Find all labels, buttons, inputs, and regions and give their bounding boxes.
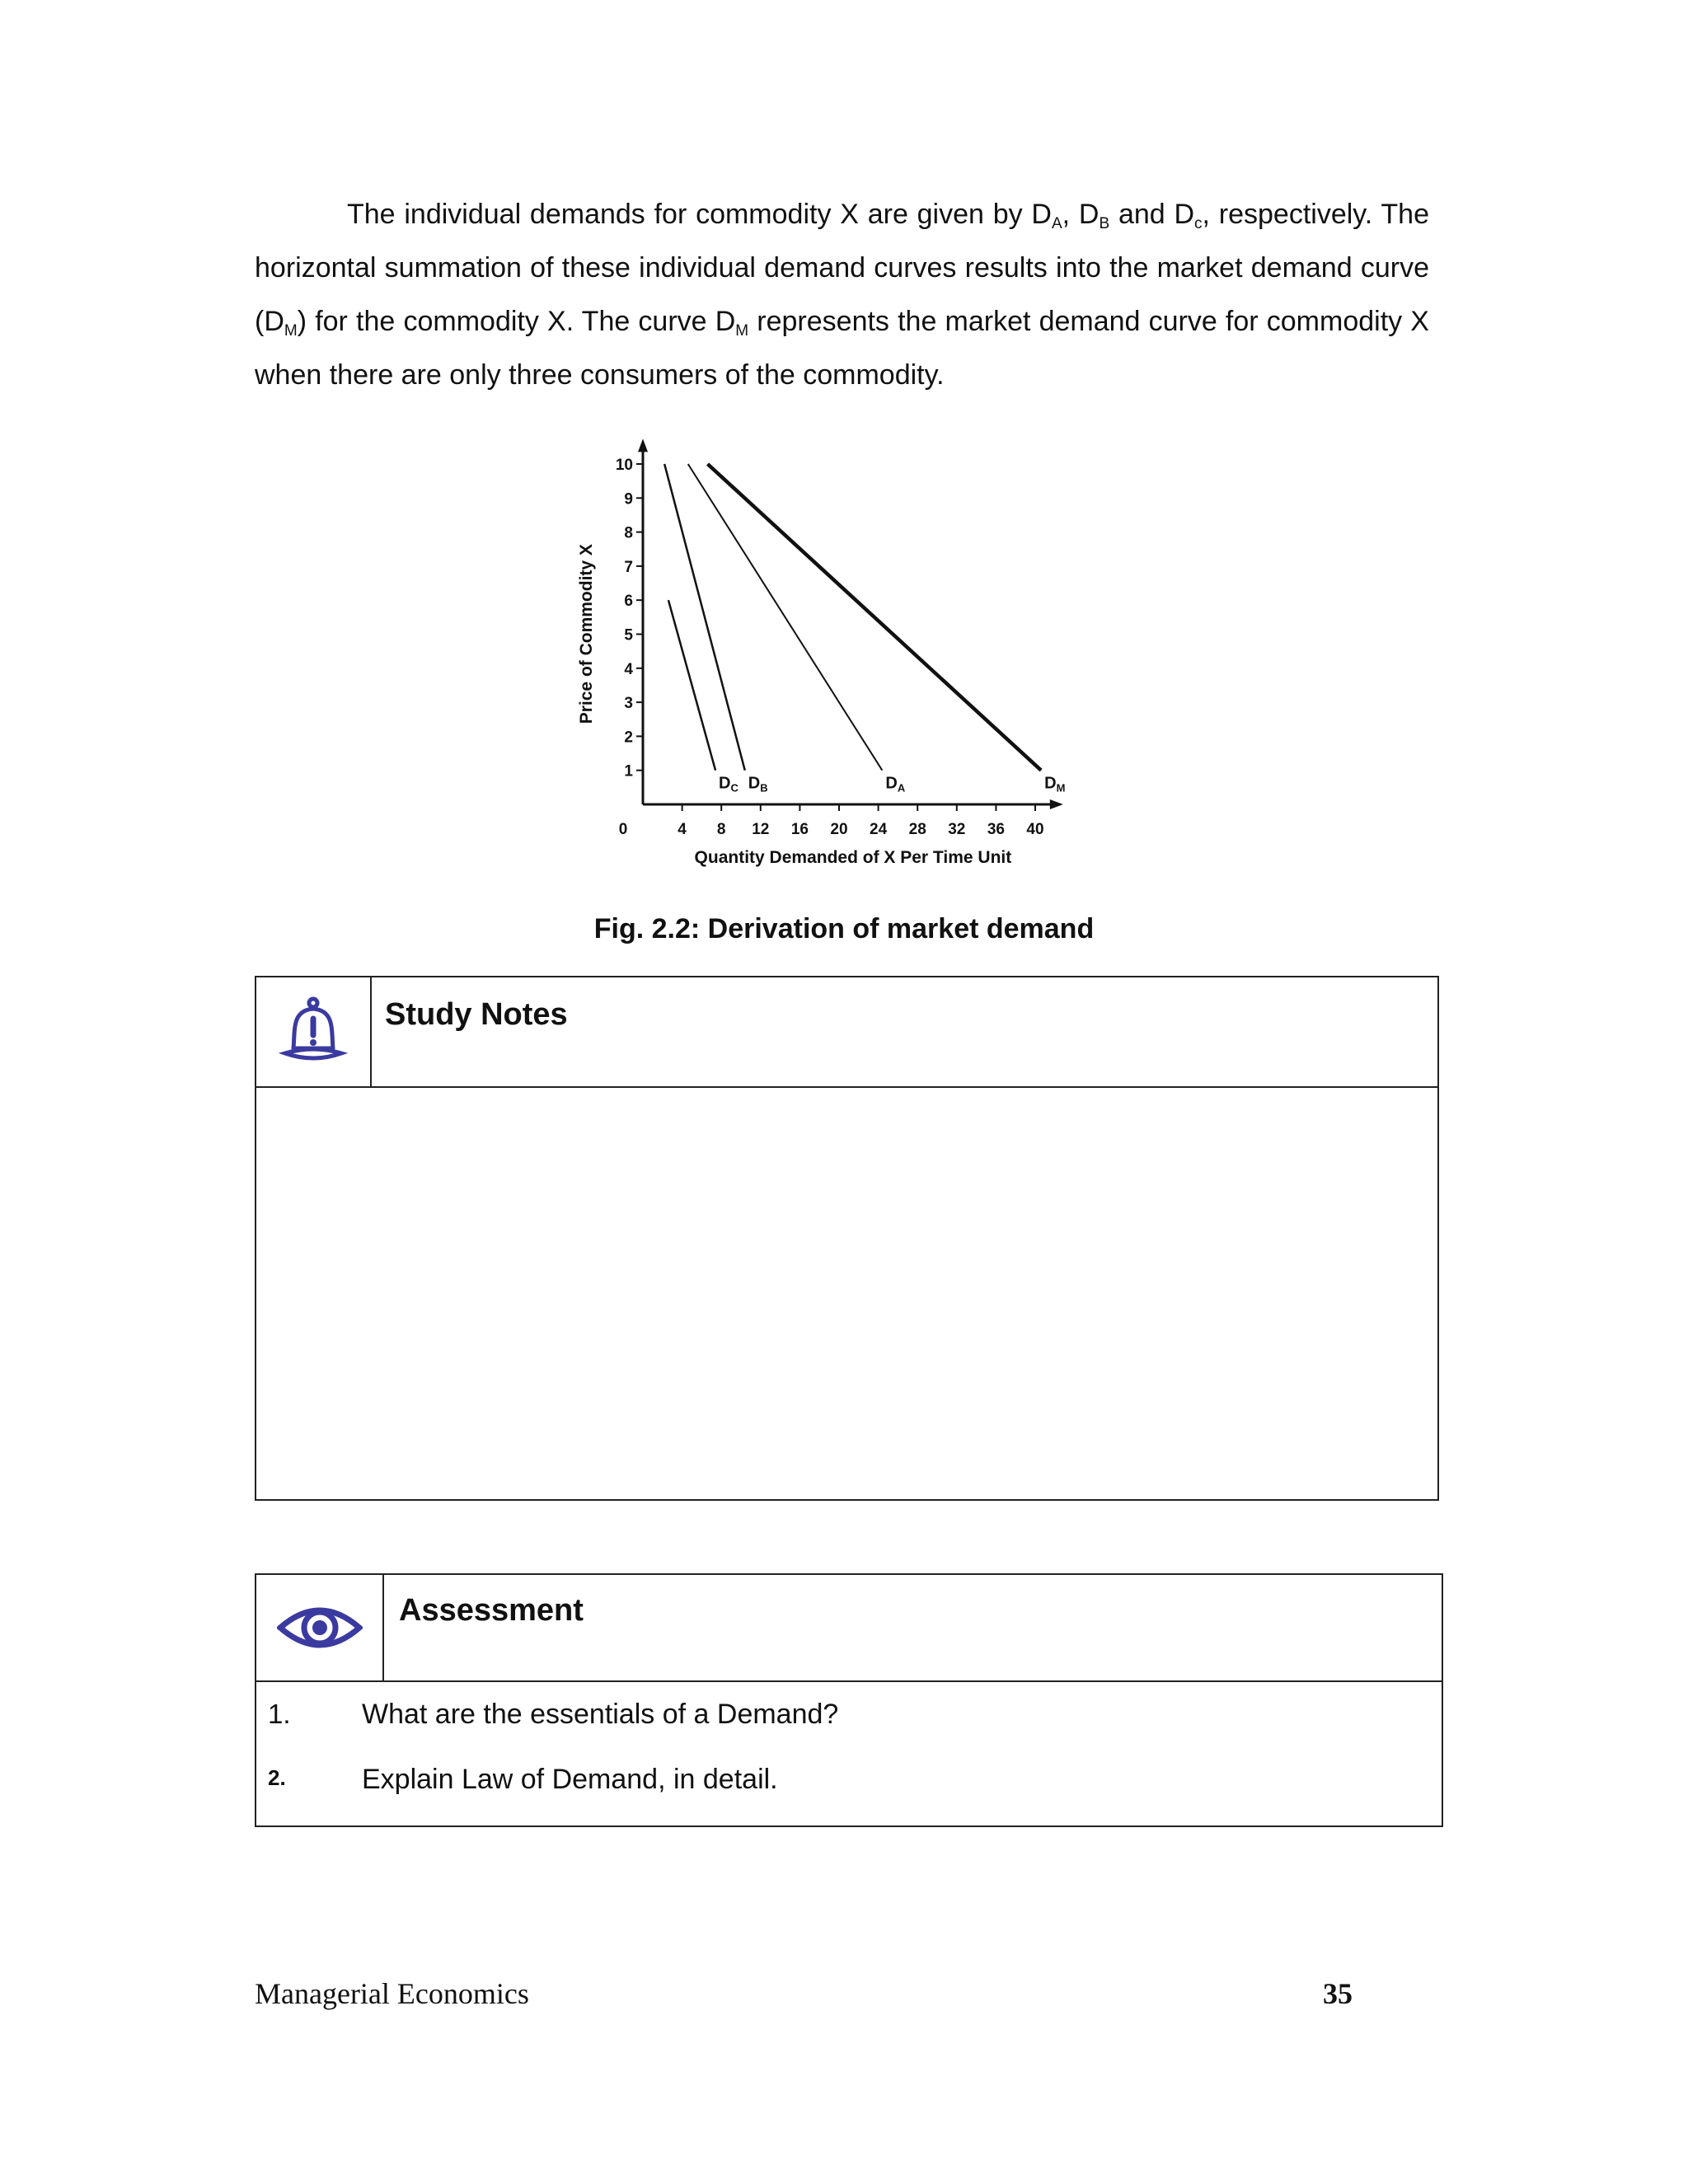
x-tick-label: 28 [908, 821, 926, 838]
x-tick-label: 24 [870, 821, 888, 838]
demand-curve-da [688, 464, 883, 771]
y-tick-label: 3 [624, 695, 633, 713]
y-tick-label: 4 [624, 660, 633, 678]
demand-curve-dc [668, 600, 715, 771]
question-number: 2. [268, 1765, 286, 1790]
figure-caption: Fig. 2.2: Derivation of market demand [593, 913, 1095, 944]
demand-curve-dm [708, 464, 1042, 771]
y-tick-label: 2 [624, 729, 633, 747]
y-tick-label: 8 [624, 524, 633, 542]
y-tick-label: 1 [624, 762, 633, 780]
assessment-title: Assessment [399, 1593, 584, 1628]
y-tick-label: 10 [615, 457, 633, 474]
y-tick-label: 5 [624, 626, 633, 644]
x-tick-label: 8 [716, 821, 726, 838]
curve-label-db: $D_B$ [748, 774, 768, 794]
x-tick-label: 36 [987, 821, 1005, 838]
x-tick-label: 12 [752, 821, 770, 838]
study-notes-box [255, 976, 1439, 1501]
assessment-icon-cell [256, 1575, 384, 1680]
study-notes-icon-cell [256, 977, 372, 1086]
y-axis-arrow [638, 438, 648, 452]
y-axis-label: Price of Commodity X [577, 544, 596, 724]
curve-label-da: $D_A$ [885, 774, 906, 794]
question-number: 1. [268, 1699, 291, 1729]
footer-page-number: 35 [1323, 1977, 1353, 2010]
study-notes-title: Study Notes [385, 997, 568, 1032]
demand-curve-db [664, 464, 745, 771]
footer-book-title: Managerial Economics [255, 1977, 529, 2010]
bell-alert-icon [279, 996, 348, 1068]
question-item: What are the essentials of a Demand? [362, 1699, 839, 1730]
y-tick-label: 6 [624, 593, 633, 611]
market-demand-chart [569, 416, 1113, 878]
x-tick-label: 0 [618, 821, 628, 838]
curve-label-dm: $D_M$ [1044, 774, 1066, 794]
x-tick-label: 32 [948, 821, 966, 838]
y-tick-label: 9 [624, 490, 633, 509]
body-paragraph: The individual demands for commodity X are given by $D_A$, $D_B$ and $D_c$, respectively. The horizontal summation of these individual demand curves results into the market demand curve $(D_M)$ for the commodity X. The curve $D_M$ represents the market demand curve for commodity X when there are only three consumers of the commodity. [255, 199, 1429, 391]
curve-label-dc: $D_C$ [719, 774, 738, 794]
x-tick-label: 40 [1026, 821, 1044, 838]
x-tick-label: 20 [830, 821, 848, 838]
y-tick-label: 7 [624, 558, 633, 576]
eye-icon [277, 1600, 363, 1656]
x-axis-label: Quantity Demanded of X Per Time Unit [694, 848, 1012, 867]
x-tick-label: 16 [790, 821, 809, 838]
x-axis-arrow [1050, 799, 1063, 809]
question-item: Explain Law of Demand, in detail. [362, 1764, 778, 1795]
x-tick-label: 4 [678, 821, 687, 838]
